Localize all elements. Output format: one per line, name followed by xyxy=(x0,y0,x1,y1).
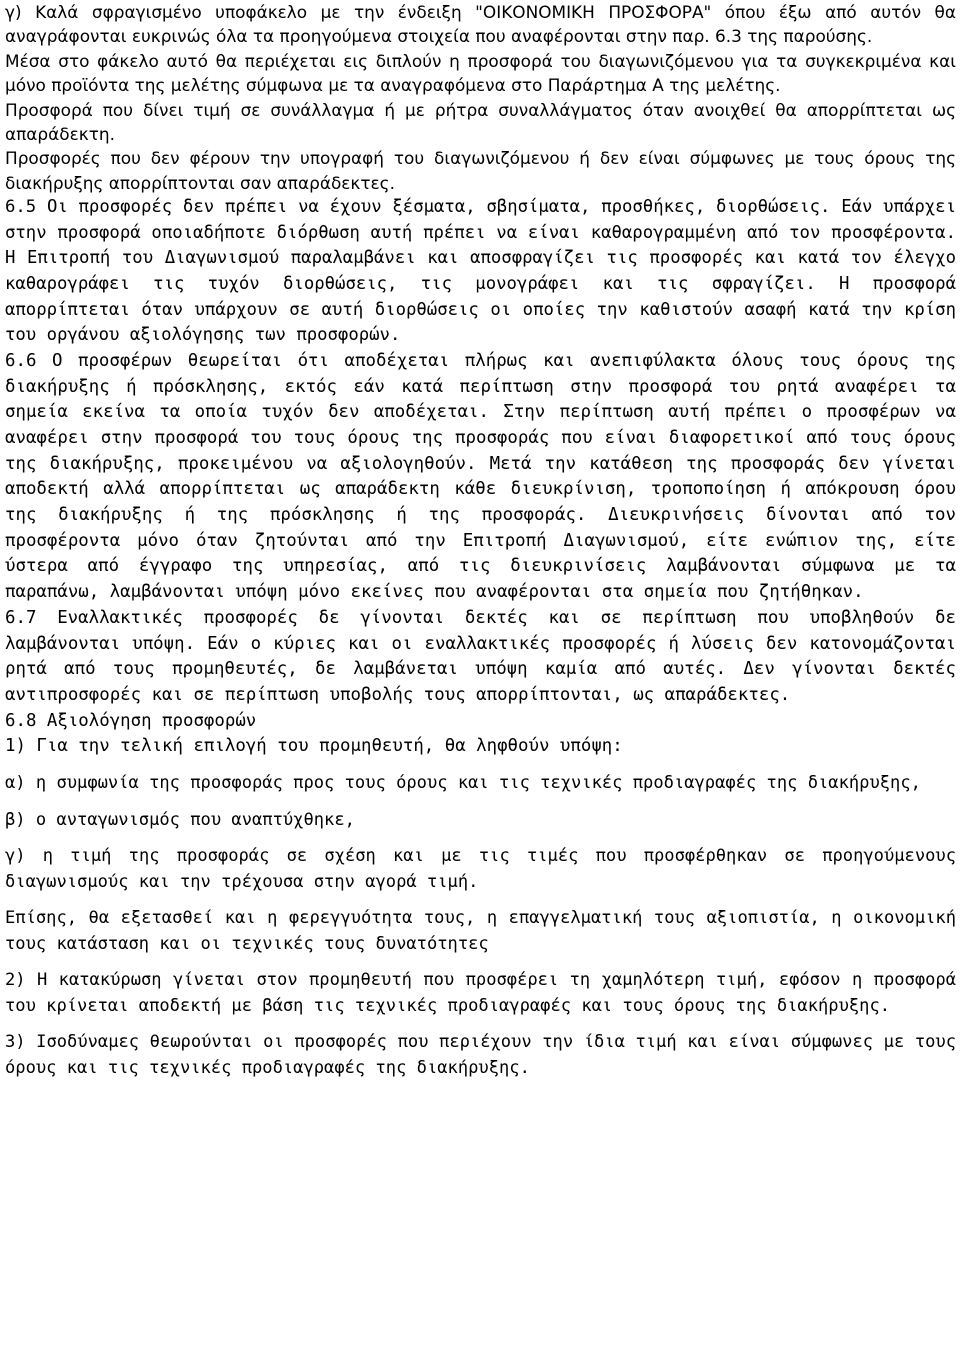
criterion-b-paragraph: β) ο ανταγωνισμός που αναπτύχθηκε, xyxy=(5,809,355,830)
reliability-paragraph: Επίσης, θα εξετασθεί και η φερεγγυότητα τους, η επαγγελματική τους αξιοπιστία, η οικονομική τους κατάσταση και οι τεχνικές τους δυνατότητες xyxy=(5,908,956,954)
criterion-c-paragraph: γ) η τιμή της προσφοράς σε σχέση και με τις τιμές που προσφέρθηκαν σε προηγούμενους διαγωνισμούς και την τρέχουσα στην αγορά τιμή. xyxy=(5,846,956,892)
envelope-financial-offer-paragraph: γ) Καλά σφραγισμένο υποφάκελο με την ένδειξη "ΟΙΚΟΝΟΜΙΚΗ ΠΡΟΣΦΟΡΑ" όπου έξω από αυτόν θα αναγράφονται ευκρινώς όλα τα προηγούμενα στοιχεία που αναφέρονται στην παρ. 6.3 της παρούσης. xyxy=(5,2,956,47)
envelope-contents-paragraph: Μέσα στο φάκελο αυτό θα περιέχεται εις διπλούν η προσφορά του διαγωνιζόμενου για τα συγκεκριμένα και μόνο προϊόντα της μελέτης σύμφωνα με τα αναγραφόμενα στο Παράρτημα Α της μελέτης. xyxy=(5,50,956,96)
criterion-a-paragraph: α) η συμφωνία της προσφοράς προς τους όρους και τις τεχνικές προδιαγραφές της διακήρυξης, xyxy=(5,773,921,794)
evaluation-criteria-intro: 1) Για την τελική επιλογή του προμηθευτή, θα ληφθούν υπόψη: xyxy=(5,736,623,757)
award-paragraph: 2) Η κατακύρωση γίνεται στον προμηθευτή που προσφέρει τη χαμηλότερη τιμή, εφόσον η προσφορά του κρίνεται αποδεκτή με βάση τις τεχνικές προδιαγραφές και τους όρους της διακήρυξης. xyxy=(5,970,956,1016)
signature-rejection-paragraph: Προσφορές που δεν φέρουν την υπογραφή του διαγωνιζόμενου ή δεν είναι σύμφωνες με τους όρους της διακήρυξης απορρίπτονται σαν απαράδεκτες. xyxy=(5,148,956,193)
section-6-7-paragraph: 6.7 Εναλλακτικές προσφορές δε γίνονται δεκτές και σε περίπτωση που υποβληθούν δε λαμβάνονται υπόψη. Εάν ο κύριες και οι εναλλακτικές προσφορές ή λύσεις δεν κατονομάζονται ρητά από τους προμηθευτές, δε λαμβάνεται υπόψη καμία από αυτές. Δεν γίνονται δεκτές αντιπροσφορές και σε περίπτωση υποβολής τους απορρίπτονται, ως απαράδεκτες. xyxy=(5,607,956,705)
section-6-5-paragraph: 6.5 Οι προσφορές δεν πρέπει να έχουν ξέσματα, σβησίματα, προσθήκες, διορθώσεις. Εάν υπάρχει στην προσφορά οποιαδήποτε διόρθωση αυτή πρέπει να είναι καθαρογραμμένη από τον προσφέροντα. Η Επιτροπή του Διαγωνισμού παραλαμβάνει και αποσφραγίζει τις προσφορές και κατά τον έλεγχο καθαρογράφει τις τυχόν διορθώσεις, τις μονογράφει και τις σφραγίζει. Η προσφορά απορρίπτεται όταν υπάρχουν σε αυτή διορθώσεις οι οποίες την καθιστούν ασαφή κατά την κρίση του οργάνου αξιολόγησης των προσφορών. xyxy=(5,197,956,346)
section-6-8-heading: 6.8 Αξιολόγηση προσφορών xyxy=(5,710,257,731)
currency-rejection-paragraph: Προσφορά που δίνει τιμή σε συνάλλαγμα ή με ρήτρα συναλλάγματος όταν ανοιχθεί θα απορρίπτεται ως απαράδεκτη. xyxy=(5,99,956,145)
equivalent-offers-paragraph: 3) Ισοδύναμες θεωρούνται οι προσφορές που περιέχουν την ίδια τιμή και είναι σύμφωνες με τους όρους και τις τεχνικές προδιαγραφές της διακήρυξης. xyxy=(5,1032,956,1078)
section-6-6-paragraph: 6.6 Ο προσφέρων θεωρείται ότι αποδέχεται πλήρως και ανεπιφύλακτα όλους τους όρους της διακήρυξης ή πρόσκλησης, εκτός εάν κατά περίπτωση στην προσφορά του ρητά αναφέρει τα σημεία εκείνα τα οποία τυχόν δεν αποδέχεται. Στην περίπτωση αυτή πρέπει ο προσφέρων να αναφέρει στην προσφορά του τους όρους της προσφοράς που είναι διαφορετικοί από τους όρους της διακήρυξης, προκειμένου να αξιολογηθούν. Μετά την κατάθεση της προσφοράς δεν γίνεται αποδεκτή αλλά απορρίπτεται ως απαράδεκτη κάθε διευκρίνιση, τροποποίηση ή απόκρουση όρου της διακήρυξης ή της πρόσκλησης ή της προσφοράς. Διευκρινήσεις δίνονται από τον προσφέροντα μόνο όταν ζητούνται από την Επιτροπή Διαγωνισμού, είτε ενώπιον της, είτε ύστερα από έγγραφο της υπηρεσίας, από τις διευκρινίσεις λαμβάνονται σύμφωνα με τα παραπάνω, λαμβάνονται υπόψη μόνο εκείνες που αναφέρονται στα σημεία που ζητήθηκαν. xyxy=(5,350,956,603)
